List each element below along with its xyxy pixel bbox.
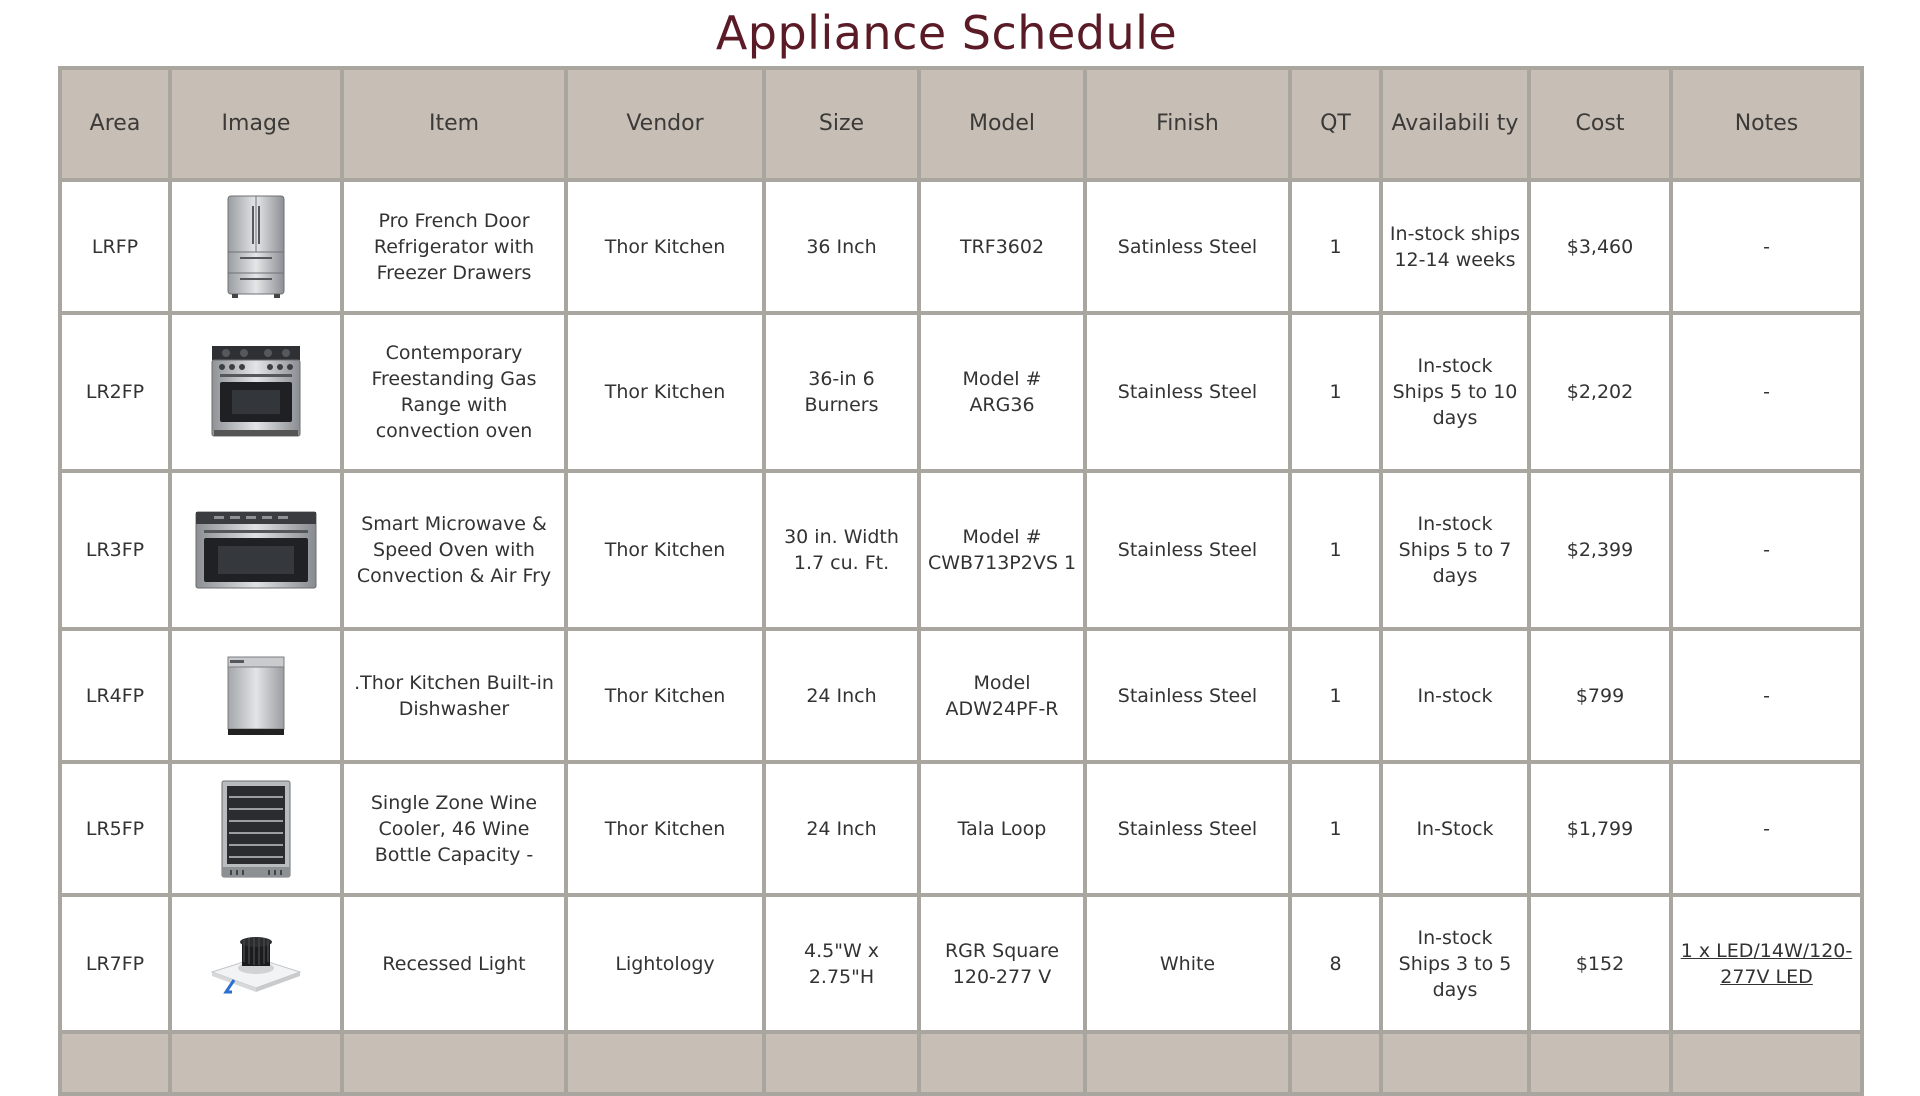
col-header-vendor: Vendor	[566, 68, 764, 180]
col-header-qt: QT	[1290, 68, 1381, 180]
footer-cell	[1381, 1032, 1529, 1094]
area-cell: LR4FP	[60, 629, 170, 762]
table-row	[60, 762, 1862, 895]
finish-cell: White	[1085, 895, 1290, 1032]
footer-cell	[919, 1032, 1085, 1094]
qt-cell: 1	[1290, 180, 1381, 313]
footer-row	[60, 1032, 1862, 1094]
finish-cell: Stainless Steel	[1085, 762, 1290, 895]
page-title: Appliance Schedule	[715, 6, 1178, 60]
finish-cell: Stainless Steel	[1085, 629, 1290, 762]
col-header-availability: Availabili ty	[1381, 68, 1529, 180]
model-cell: TRF3602	[919, 180, 1085, 313]
availability-cell: In-stock ships 12-14 weeks	[1381, 180, 1529, 313]
col-header-size: Size	[764, 68, 919, 180]
qt-cell: 1	[1290, 629, 1381, 762]
notes-link[interactable]: 1 x LED/14W/120-277V LED	[1680, 939, 1853, 988]
cost-cell: $2,399	[1529, 471, 1671, 629]
cost-cell: $799	[1529, 629, 1671, 762]
footer-cell	[1085, 1032, 1290, 1094]
table-row	[60, 629, 1862, 762]
notes-cell: -	[1671, 762, 1862, 895]
size-cell: 30 in. Width 1.7 cu. Ft.	[764, 471, 919, 629]
size-cell: 24 Inch	[764, 762, 919, 895]
table-row	[60, 895, 1862, 1032]
footer-cell	[566, 1032, 764, 1094]
model-cell: RGR Square 120-277 V	[919, 895, 1085, 1032]
cost-cell: $152	[1529, 895, 1671, 1032]
image-cell	[170, 895, 342, 1032]
notes-cell: -	[1671, 180, 1862, 313]
notes-cell	[1671, 895, 1862, 1032]
availability-cell: In-stock	[1381, 629, 1529, 762]
size-cell: 36-in 6 Burners	[764, 313, 919, 471]
col-header-finish: Finish	[1085, 68, 1290, 180]
footer-cell	[1529, 1032, 1671, 1094]
availability-cell: In-Stock	[1381, 762, 1529, 895]
col-header-area: Area	[60, 68, 170, 180]
vendor-cell: Thor Kitchen	[566, 629, 764, 762]
col-header-image: Image	[170, 68, 342, 180]
col-header-cost: Cost	[1529, 68, 1671, 180]
col-header-model: Model	[919, 68, 1085, 180]
size-cell: 36 Inch	[764, 180, 919, 313]
image-cell	[170, 313, 342, 471]
item-cell: Smart Microwave & Speed Oven with Convection & Air Fry	[342, 471, 566, 629]
microwave-oven-icon	[194, 510, 318, 590]
cost-cell: $1,799	[1529, 762, 1671, 895]
qt-cell: 1	[1290, 313, 1381, 471]
image-cell	[170, 471, 342, 629]
area-cell: LR3FP	[60, 471, 170, 629]
model-cell: Tala Loop	[919, 762, 1085, 895]
recessed-light-icon	[208, 930, 304, 998]
col-header-notes: Notes	[1671, 68, 1862, 180]
size-cell: 4.5"W x 2.75"H	[764, 895, 919, 1032]
notes-cell: -	[1671, 629, 1862, 762]
vendor-cell: Thor Kitchen	[566, 471, 764, 629]
finish-cell: Stainless Steel	[1085, 471, 1290, 629]
footer-cell	[342, 1032, 566, 1094]
model-cell: Model # CWB713P2VS 1	[919, 471, 1085, 629]
cost-cell: $2,202	[1529, 313, 1671, 471]
size-cell: 24 Inch	[764, 629, 919, 762]
item-cell: Contemporary Freestanding Gas Range with convection oven	[342, 313, 566, 471]
cost-cell: $3,460	[1529, 180, 1671, 313]
area-cell: LRFP	[60, 180, 170, 313]
footer-cell	[60, 1032, 170, 1094]
french-door-refrigerator-icon	[226, 194, 286, 300]
vendor-cell: Thor Kitchen	[566, 180, 764, 313]
model-cell: Model # ARG36	[919, 313, 1085, 471]
footer-cell	[1290, 1032, 1381, 1094]
col-header-item: Item	[342, 68, 566, 180]
footer-cell	[764, 1032, 919, 1094]
availability-cell: In-stock Ships 5 to 10 days	[1381, 313, 1529, 471]
footer-cell	[1671, 1032, 1862, 1094]
model-cell: Model ADW24PF-R	[919, 629, 1085, 762]
vendor-cell: Thor Kitchen	[566, 762, 764, 895]
item-cell: Recessed Light	[342, 895, 566, 1032]
vendor-cell: Thor Kitchen	[566, 313, 764, 471]
qt-cell: 1	[1290, 471, 1381, 629]
qt-cell: 8	[1290, 895, 1381, 1032]
appliance-schedule-table	[58, 66, 1864, 1096]
footer-cell	[170, 1032, 342, 1094]
qt-cell: 1	[1290, 762, 1381, 895]
table-row	[60, 180, 1862, 313]
image-cell	[170, 180, 342, 313]
availability-cell: In-stock Ships 3 to 5 days	[1381, 895, 1529, 1032]
item-cell: Pro French Door Refrigerator with Freezer Drawers	[342, 180, 566, 313]
area-cell: LR7FP	[60, 895, 170, 1032]
gas-range-icon	[210, 344, 302, 440]
finish-cell: Stainless Steel	[1085, 313, 1290, 471]
notes-cell: -	[1671, 313, 1862, 471]
availability-cell: In-stock Ships 5 to 7 days	[1381, 471, 1529, 629]
finish-cell: Satinless Steel	[1085, 180, 1290, 313]
table-row	[60, 471, 1862, 629]
area-cell: LR2FP	[60, 313, 170, 471]
notes-cell: -	[1671, 471, 1862, 629]
item-cell: Single Zone Wine Cooler, 46 Wine Bottle Capacity -	[342, 762, 566, 895]
image-cell	[170, 629, 342, 762]
dishwasher-icon	[226, 655, 286, 737]
header-row	[60, 68, 1862, 180]
image-cell	[170, 762, 342, 895]
vendor-cell: Lightology	[566, 895, 764, 1032]
table-row	[60, 313, 1862, 471]
item-cell: .Thor Kitchen Built-in Dishwasher	[342, 629, 566, 762]
wine-cooler-icon	[220, 779, 292, 879]
area-cell: LR5FP	[60, 762, 170, 895]
